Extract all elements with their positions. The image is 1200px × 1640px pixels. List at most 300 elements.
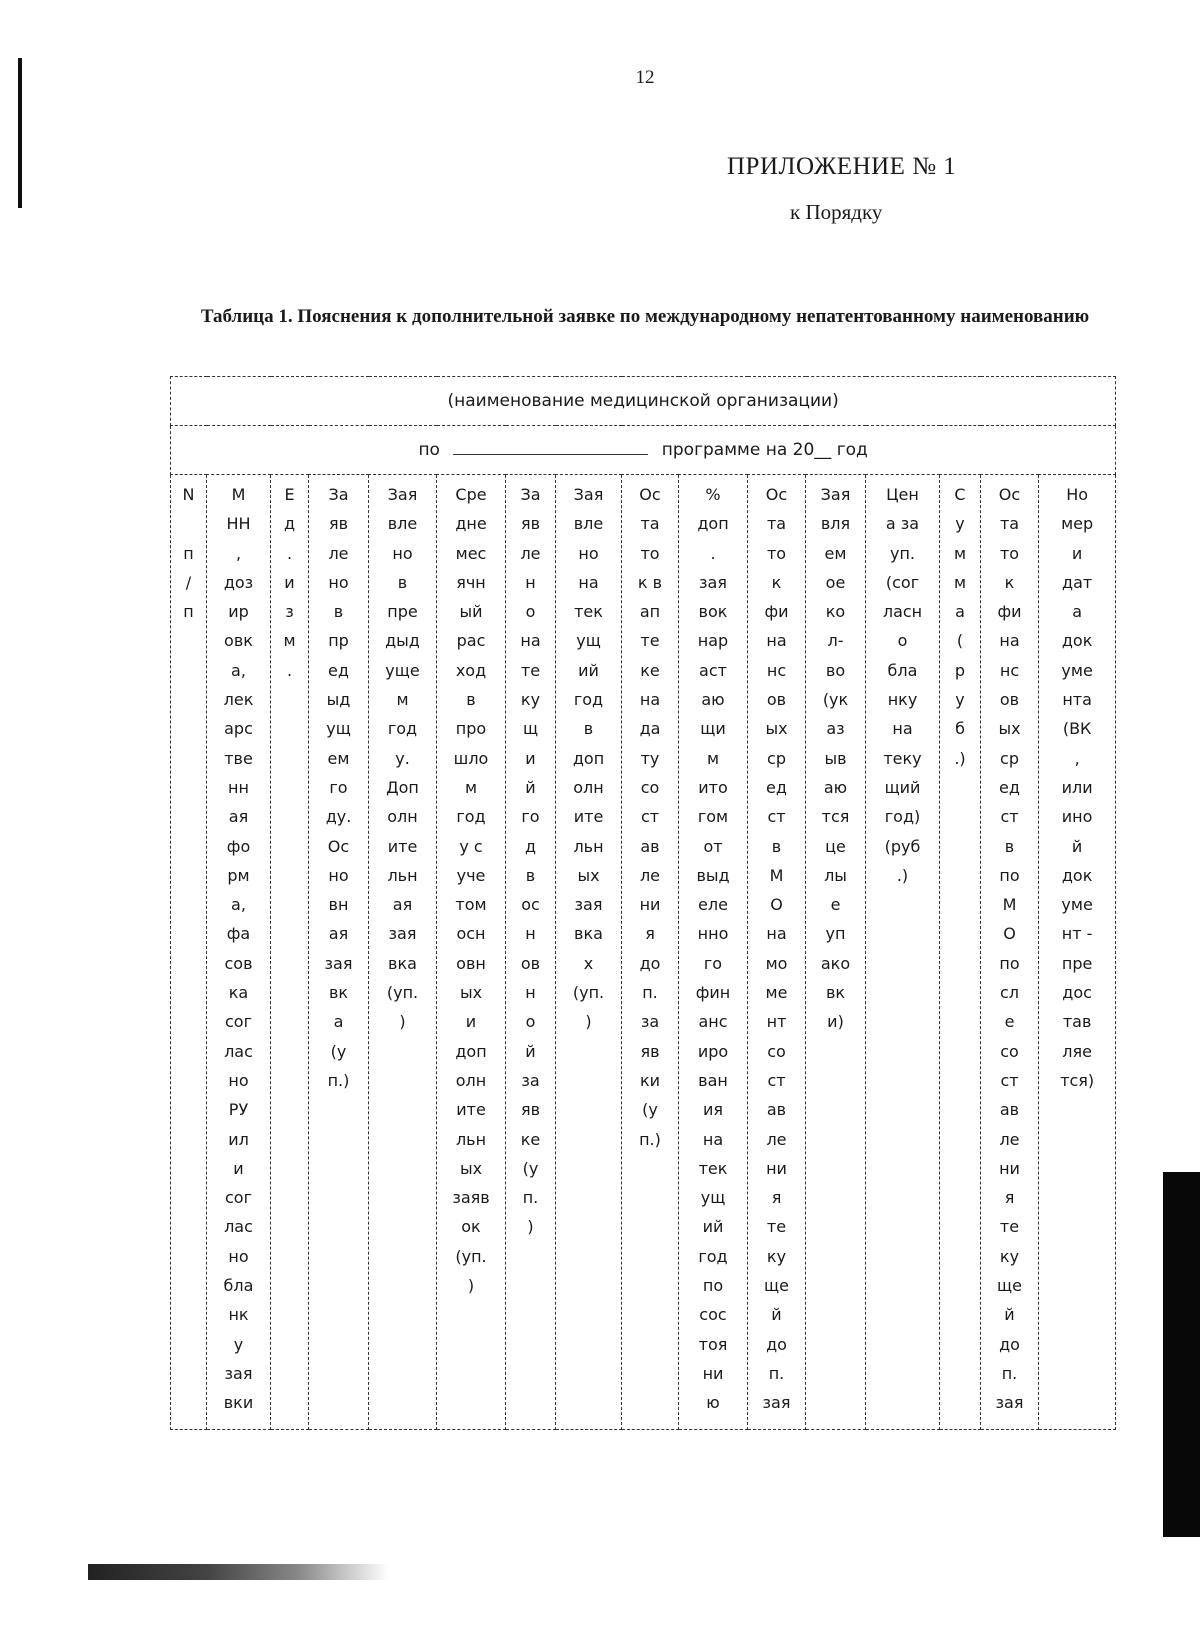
column-header-line: док bbox=[1061, 865, 1093, 885]
column-header-line: и bbox=[465, 1012, 477, 1032]
column-header-line: ущ bbox=[576, 631, 601, 651]
column-header-line: тся) bbox=[1060, 1070, 1095, 1090]
column-header-3 bbox=[271, 475, 309, 1430]
column-header-line: вле bbox=[573, 514, 604, 534]
column-header-line: в bbox=[333, 602, 344, 622]
column-header-line: еле bbox=[698, 895, 728, 915]
program-blank-line bbox=[453, 440, 648, 455]
column-header-line: О bbox=[770, 895, 783, 915]
column-header-line: ите bbox=[456, 1100, 486, 1120]
column-header-line: ту bbox=[640, 748, 660, 768]
column-header-line: ни bbox=[702, 1363, 724, 1383]
column-header-line: то bbox=[640, 543, 660, 563]
column-header-line: яв bbox=[640, 1041, 660, 1061]
column-header-line: сог bbox=[225, 1012, 252, 1032]
column-header-line: год bbox=[387, 719, 418, 739]
column-header-line: . bbox=[286, 543, 293, 563]
column-header-line: ке bbox=[640, 660, 660, 680]
column-header-line: уче bbox=[456, 865, 486, 885]
column-header-line: во bbox=[825, 660, 846, 680]
column-header-text bbox=[622, 475, 678, 1154]
column-header-line: осн bbox=[456, 924, 486, 944]
column-header-line: уме bbox=[1061, 895, 1093, 915]
appendix-title: ПРИЛОЖЕНИЕ № 1 bbox=[727, 153, 957, 180]
column-header-line: ст bbox=[640, 807, 660, 827]
column-header-line: зая bbox=[224, 1363, 253, 1383]
column-header-line: вка bbox=[388, 953, 417, 973]
column-header-line: ласн bbox=[882, 602, 923, 622]
column-header-line: те bbox=[766, 1217, 787, 1237]
column-header-line: (руб bbox=[884, 836, 921, 856]
column-header-line: и bbox=[525, 748, 536, 768]
column-header-line: Сре bbox=[455, 485, 487, 504]
column-header-line: ле bbox=[999, 1129, 1020, 1149]
column-header-line: щ bbox=[522, 719, 539, 739]
column-header-line: ил bbox=[228, 1129, 249, 1149]
appendix-subtitle: к Порядку bbox=[790, 200, 883, 224]
column-header-line: б bbox=[955, 719, 965, 739]
column-header-1 bbox=[171, 475, 207, 1430]
column-header-line: от bbox=[703, 836, 723, 856]
column-header-line: и bbox=[233, 1158, 244, 1178]
column-header-text bbox=[506, 475, 555, 1242]
column-header-line: ще bbox=[997, 1276, 1022, 1296]
column-header-line: ий bbox=[702, 1217, 724, 1237]
column-header-line: у bbox=[233, 1334, 244, 1354]
column-header-line: вк bbox=[825, 983, 846, 1003]
column-header-line: вн bbox=[328, 895, 349, 915]
column-header-line: со bbox=[640, 777, 660, 797]
column-header-line: о bbox=[897, 631, 908, 651]
column-header-line: п.) bbox=[639, 1129, 661, 1149]
column-header-line: зая bbox=[762, 1393, 791, 1413]
column-header-line: тек bbox=[698, 1158, 728, 1178]
column-header-line: й bbox=[1071, 836, 1083, 856]
column-header-line: лас bbox=[224, 1041, 253, 1061]
column-header-line: аю bbox=[823, 777, 848, 797]
column-header-line: Ос bbox=[639, 485, 661, 504]
column-header-line: й bbox=[1004, 1305, 1015, 1325]
column-header-4 bbox=[309, 475, 369, 1430]
column-header-line: ле bbox=[328, 543, 349, 563]
column-header-line: це bbox=[825, 836, 846, 856]
column-header-line: в bbox=[525, 865, 536, 885]
column-header-line: и bbox=[284, 572, 295, 592]
column-header-line: ле bbox=[520, 543, 541, 563]
column-header-11 bbox=[748, 475, 806, 1430]
column-header-line: о bbox=[525, 1012, 536, 1032]
column-header-line: М bbox=[231, 485, 246, 504]
column-header-line: ку bbox=[766, 1246, 787, 1266]
column-header-line: / bbox=[185, 572, 192, 592]
column-header-line: про bbox=[455, 719, 487, 739]
column-header-13 bbox=[866, 475, 940, 1430]
column-header-line: ( bbox=[956, 631, 964, 651]
column-header-text bbox=[806, 475, 865, 1037]
column-header-line: по bbox=[999, 865, 1020, 885]
column-header-line: ущ bbox=[700, 1188, 726, 1208]
column-header-line: овк bbox=[224, 631, 253, 651]
column-header-line: й bbox=[771, 1305, 782, 1325]
column-header-line: аз bbox=[826, 719, 845, 739]
column-header-line: й bbox=[525, 1041, 536, 1061]
column-header-line: ущ bbox=[326, 719, 351, 739]
column-header-line: н bbox=[525, 924, 536, 944]
column-header-line: нно bbox=[697, 924, 729, 944]
program-caption bbox=[171, 426, 1116, 475]
column-header-line: р bbox=[954, 660, 966, 680]
column-header-text bbox=[207, 475, 270, 1418]
column-header-line: бла bbox=[887, 660, 918, 680]
column-header-line: го bbox=[329, 777, 348, 797]
column-header-line: тав bbox=[1062, 1012, 1092, 1032]
column-header-line: олн bbox=[573, 777, 604, 797]
column-header-line: дыд bbox=[385, 631, 420, 651]
column-header-line: л- bbox=[827, 631, 844, 651]
column-header-line: п. bbox=[522, 1188, 539, 1208]
column-header-line: ку bbox=[520, 690, 541, 710]
column-header-line: доз bbox=[223, 572, 254, 592]
column-header-line: Зая bbox=[387, 485, 418, 504]
column-header-line: те bbox=[520, 660, 541, 680]
column-header-7 bbox=[506, 475, 556, 1430]
column-header-2 bbox=[207, 475, 271, 1430]
column-header-line: вки bbox=[223, 1393, 254, 1413]
scan-artifact-right bbox=[1163, 1172, 1200, 1537]
column-header-line: а, bbox=[231, 660, 246, 680]
column-header-line: о bbox=[525, 602, 536, 622]
column-header-line: зая bbox=[699, 572, 727, 592]
column-header-line: до bbox=[639, 953, 661, 973]
column-header-line: вок bbox=[698, 602, 728, 622]
column-header-line: до bbox=[766, 1334, 787, 1354]
column-header-line: мо bbox=[765, 953, 788, 973]
column-header-line: к в bbox=[637, 572, 663, 592]
column-header-line: (ук bbox=[822, 690, 849, 710]
column-header-line: доп bbox=[455, 1041, 487, 1061]
column-header-line: ем bbox=[824, 543, 847, 563]
column-header-line: ав bbox=[999, 1100, 1020, 1120]
column-header-line bbox=[172, 509, 205, 538]
column-header-line: на bbox=[702, 1129, 724, 1149]
column-header-line: мес bbox=[455, 543, 487, 563]
column-header-line: щи bbox=[700, 719, 726, 739]
column-header-line: пре bbox=[387, 602, 418, 622]
column-header-line: п. bbox=[642, 983, 658, 1003]
column-header-line: ых bbox=[577, 865, 600, 885]
column-header-line: в bbox=[583, 719, 594, 739]
column-header-line: тся bbox=[821, 807, 850, 827]
column-header-line: а за bbox=[885, 514, 920, 534]
column-header-line: п. bbox=[768, 1363, 785, 1383]
column-header-line: фи bbox=[997, 602, 1022, 622]
column-header-line: Зая bbox=[573, 485, 604, 504]
column-header-line: пре bbox=[1061, 953, 1093, 973]
column-header-line: м bbox=[464, 777, 478, 797]
column-header-line: ыв bbox=[824, 748, 847, 768]
column-header-line: ка bbox=[228, 983, 249, 1003]
column-header-line: ле bbox=[766, 1129, 787, 1149]
column-header-line: фа bbox=[226, 924, 251, 944]
column-header-8 bbox=[556, 475, 622, 1430]
column-header-line: тоя bbox=[698, 1334, 728, 1354]
column-header-line: (у bbox=[642, 1100, 658, 1120]
column-header-line: е bbox=[1004, 1012, 1015, 1032]
column-header-line: % bbox=[705, 485, 721, 504]
column-header-line: нт bbox=[766, 1012, 787, 1032]
column-header-line: год bbox=[573, 690, 604, 710]
column-header-line: олн bbox=[387, 807, 418, 827]
org-row bbox=[171, 377, 1116, 426]
column-header-line: по bbox=[702, 1276, 724, 1296]
column-header-line: но bbox=[578, 543, 599, 563]
column-header-line: те bbox=[640, 631, 660, 651]
column-header-line: овн bbox=[456, 953, 486, 973]
column-header-line: за bbox=[521, 1070, 540, 1090]
column-header-line: выд bbox=[696, 865, 730, 885]
column-header-line: ав bbox=[766, 1100, 787, 1120]
column-header-10 bbox=[679, 475, 748, 1430]
column-header-line: льн bbox=[387, 865, 418, 885]
column-header-line: но bbox=[328, 865, 349, 885]
column-header-line: Цен bbox=[886, 485, 919, 504]
column-header-line: к bbox=[771, 572, 782, 592]
column-header-line: гом bbox=[697, 807, 729, 827]
column-header-line: За bbox=[328, 485, 349, 504]
column-header-line: дат bbox=[1062, 572, 1093, 592]
column-header-line: (уп. bbox=[386, 983, 419, 1003]
column-header-line: на bbox=[520, 631, 541, 651]
column-header-line: ки bbox=[639, 1070, 661, 1090]
column-header-line: ов bbox=[999, 690, 1020, 710]
column-header-text bbox=[679, 475, 747, 1418]
column-header-line: За bbox=[520, 485, 541, 504]
column-header-text bbox=[940, 475, 980, 773]
column-header-line: ос bbox=[521, 895, 540, 915]
column-header-line: теку bbox=[883, 748, 922, 768]
column-header-line: зая bbox=[324, 953, 353, 973]
column-header-line: дос bbox=[1062, 983, 1092, 1003]
column-header-line: тве bbox=[224, 748, 253, 768]
column-header-line: ) bbox=[399, 1012, 406, 1032]
column-header-line: го bbox=[703, 953, 723, 973]
column-header-line: у с bbox=[459, 836, 483, 856]
page-number: 12 bbox=[635, 67, 655, 88]
column-header-line: ых bbox=[459, 1158, 483, 1178]
column-header-line: уме bbox=[1061, 660, 1093, 680]
column-header-line: (у bbox=[330, 1041, 347, 1061]
column-header-line: я bbox=[1004, 1188, 1015, 1208]
column-header-line: ср bbox=[1000, 748, 1019, 768]
column-header-line: ке bbox=[520, 1129, 541, 1149]
column-header-line: ап bbox=[639, 602, 661, 622]
column-header-line: зая bbox=[995, 1393, 1024, 1413]
column-header-line: арс bbox=[224, 719, 253, 739]
column-header-line: год bbox=[698, 1246, 728, 1266]
column-header-line: Зая bbox=[820, 485, 851, 504]
column-header-line: п bbox=[183, 602, 194, 622]
column-header-16 bbox=[1039, 475, 1116, 1430]
column-header-9 bbox=[622, 475, 679, 1430]
column-header-line: м bbox=[283, 631, 296, 651]
column-header-line: в bbox=[466, 690, 476, 710]
column-header-6 bbox=[437, 475, 506, 1430]
column-header-line: рм bbox=[227, 865, 250, 885]
column-header-line: яв bbox=[328, 514, 349, 534]
column-header-line: (уп. bbox=[455, 1246, 487, 1266]
column-header-line: в bbox=[1004, 836, 1015, 856]
column-header-line: ст bbox=[767, 807, 786, 827]
column-header-text bbox=[748, 475, 805, 1418]
column-header-line: ок bbox=[461, 1217, 481, 1237]
column-header-line: нар bbox=[697, 631, 729, 651]
column-header-line: а bbox=[955, 602, 965, 622]
column-header-line: то bbox=[766, 543, 787, 563]
column-header-line: Ос bbox=[765, 485, 788, 504]
column-header-line: н bbox=[525, 983, 536, 1003]
column-header-line: льн bbox=[573, 836, 604, 856]
column-header-line: С bbox=[954, 485, 966, 504]
column-header-line: но bbox=[392, 543, 413, 563]
column-header-line: .) bbox=[954, 748, 966, 768]
column-header-line: вля bbox=[820, 514, 851, 534]
column-header-text bbox=[866, 475, 939, 890]
column-header-line: анс bbox=[698, 1012, 728, 1032]
column-header-line: (у bbox=[522, 1158, 539, 1178]
column-header-line: по bbox=[999, 953, 1020, 973]
column-header-line: но bbox=[328, 572, 349, 592]
column-header-line: ов bbox=[520, 953, 541, 973]
column-header-text bbox=[171, 475, 206, 626]
column-header-line: ни bbox=[639, 895, 661, 915]
column-header-line: заяв bbox=[452, 1188, 490, 1208]
column-header-line: на bbox=[639, 690, 661, 710]
column-header-line: ый bbox=[459, 602, 483, 622]
column-header-line: к bbox=[1004, 572, 1015, 592]
column-header-line: ход bbox=[455, 660, 487, 680]
column-header-line: дне bbox=[455, 514, 487, 534]
program-suffix: программе на 20__ год bbox=[661, 440, 868, 460]
program-prefix: по bbox=[418, 440, 440, 460]
column-header-line: та bbox=[999, 514, 1020, 534]
column-header-line: бла bbox=[223, 1276, 254, 1296]
column-header-line: нк bbox=[228, 1305, 249, 1325]
column-header-line: но bbox=[228, 1246, 249, 1266]
column-header-line: вка bbox=[574, 924, 603, 944]
column-header-line: ку bbox=[999, 1246, 1020, 1266]
column-header-line: пр bbox=[328, 631, 349, 651]
column-header-14 bbox=[940, 475, 981, 1430]
column-header-line: нт - bbox=[1061, 924, 1093, 944]
column-header-line: аю bbox=[701, 690, 725, 710]
column-header-text bbox=[981, 475, 1038, 1418]
column-header-line: тек bbox=[574, 602, 603, 622]
column-header-line: на bbox=[892, 719, 913, 739]
column-header-text bbox=[437, 475, 505, 1300]
column-header-line: аст bbox=[699, 660, 727, 680]
column-header-line: а, bbox=[231, 895, 246, 915]
column-header-line: нку bbox=[887, 690, 918, 710]
column-header-line: у bbox=[955, 690, 965, 710]
column-header-line: зая bbox=[574, 895, 603, 915]
column-header-line: ое bbox=[825, 572, 846, 592]
explanation-table bbox=[170, 376, 1116, 1430]
column-header-line: зая bbox=[388, 924, 417, 944]
column-header-line: рас bbox=[456, 631, 486, 651]
column-header-line: ако bbox=[820, 953, 851, 973]
column-header-line: ко bbox=[825, 602, 846, 622]
column-header-line: я bbox=[771, 1188, 782, 1208]
column-header-line: ст bbox=[767, 1070, 786, 1090]
column-header-line: иро bbox=[697, 1041, 729, 1061]
column-header-line: олн bbox=[455, 1070, 487, 1090]
column-header-line: на bbox=[999, 631, 1020, 651]
column-header-line: ых bbox=[765, 719, 788, 739]
column-header-line: ыд bbox=[326, 690, 351, 710]
column-header-line: ван bbox=[698, 1070, 728, 1090]
column-header-text bbox=[369, 475, 436, 1037]
column-header-line: РУ bbox=[228, 1100, 249, 1120]
column-header-line: м bbox=[396, 690, 409, 710]
column-header-line: и) bbox=[827, 1012, 844, 1032]
column-header-line: нта bbox=[1062, 690, 1092, 710]
column-header-line: ст bbox=[1000, 1070, 1019, 1090]
column-header-line: (уп. bbox=[572, 983, 605, 1003]
column-header-line: ) bbox=[467, 1276, 475, 1296]
column-header-line: та bbox=[766, 514, 787, 534]
column-header-line: сог bbox=[225, 1188, 252, 1208]
column-header-line: то bbox=[999, 543, 1020, 563]
column-header-line: на bbox=[578, 572, 599, 592]
column-header-line: нс bbox=[999, 660, 1020, 680]
column-header-line: ая bbox=[328, 924, 349, 944]
column-header-line: ни bbox=[766, 1158, 787, 1178]
column-header-line: О bbox=[1003, 924, 1016, 944]
column-header-line: да bbox=[639, 719, 661, 739]
column-header-line: ир bbox=[228, 602, 249, 622]
column-header-line: со bbox=[1000, 1041, 1019, 1061]
column-header-line: год bbox=[456, 807, 486, 827]
column-header-line: доп bbox=[697, 514, 729, 534]
column-header-line: п.) bbox=[327, 1070, 350, 1090]
column-header-line: или bbox=[1061, 777, 1093, 797]
column-header-12 bbox=[806, 475, 866, 1430]
column-header-line: ая bbox=[228, 807, 249, 827]
column-header-line: ая bbox=[392, 895, 413, 915]
column-header-line: в bbox=[397, 572, 408, 592]
column-header-line: ино bbox=[1061, 807, 1093, 827]
column-header-line: льн bbox=[455, 1129, 487, 1149]
column-header-line: том bbox=[455, 895, 487, 915]
column-header-line: з bbox=[285, 602, 294, 622]
column-header-line: нн bbox=[228, 777, 249, 797]
column-header-line: д bbox=[524, 836, 537, 856]
column-header-line: м bbox=[953, 543, 967, 563]
column-header-line: на bbox=[766, 631, 787, 651]
column-header-line: ите bbox=[573, 807, 604, 827]
column-header-line: ле bbox=[639, 865, 661, 885]
column-header-line: та bbox=[640, 514, 660, 534]
column-headers-row bbox=[171, 475, 1116, 1430]
column-header-line: .) bbox=[896, 865, 909, 885]
column-header-line: уп. bbox=[889, 543, 915, 563]
column-header-line: фин bbox=[695, 983, 731, 1003]
column-header-line: вле bbox=[387, 514, 418, 534]
column-header-line: лас bbox=[224, 1217, 253, 1237]
column-header-line: ляе bbox=[1062, 1041, 1092, 1061]
column-header-line: яв bbox=[520, 514, 541, 534]
column-header-line: ду. bbox=[325, 807, 352, 827]
